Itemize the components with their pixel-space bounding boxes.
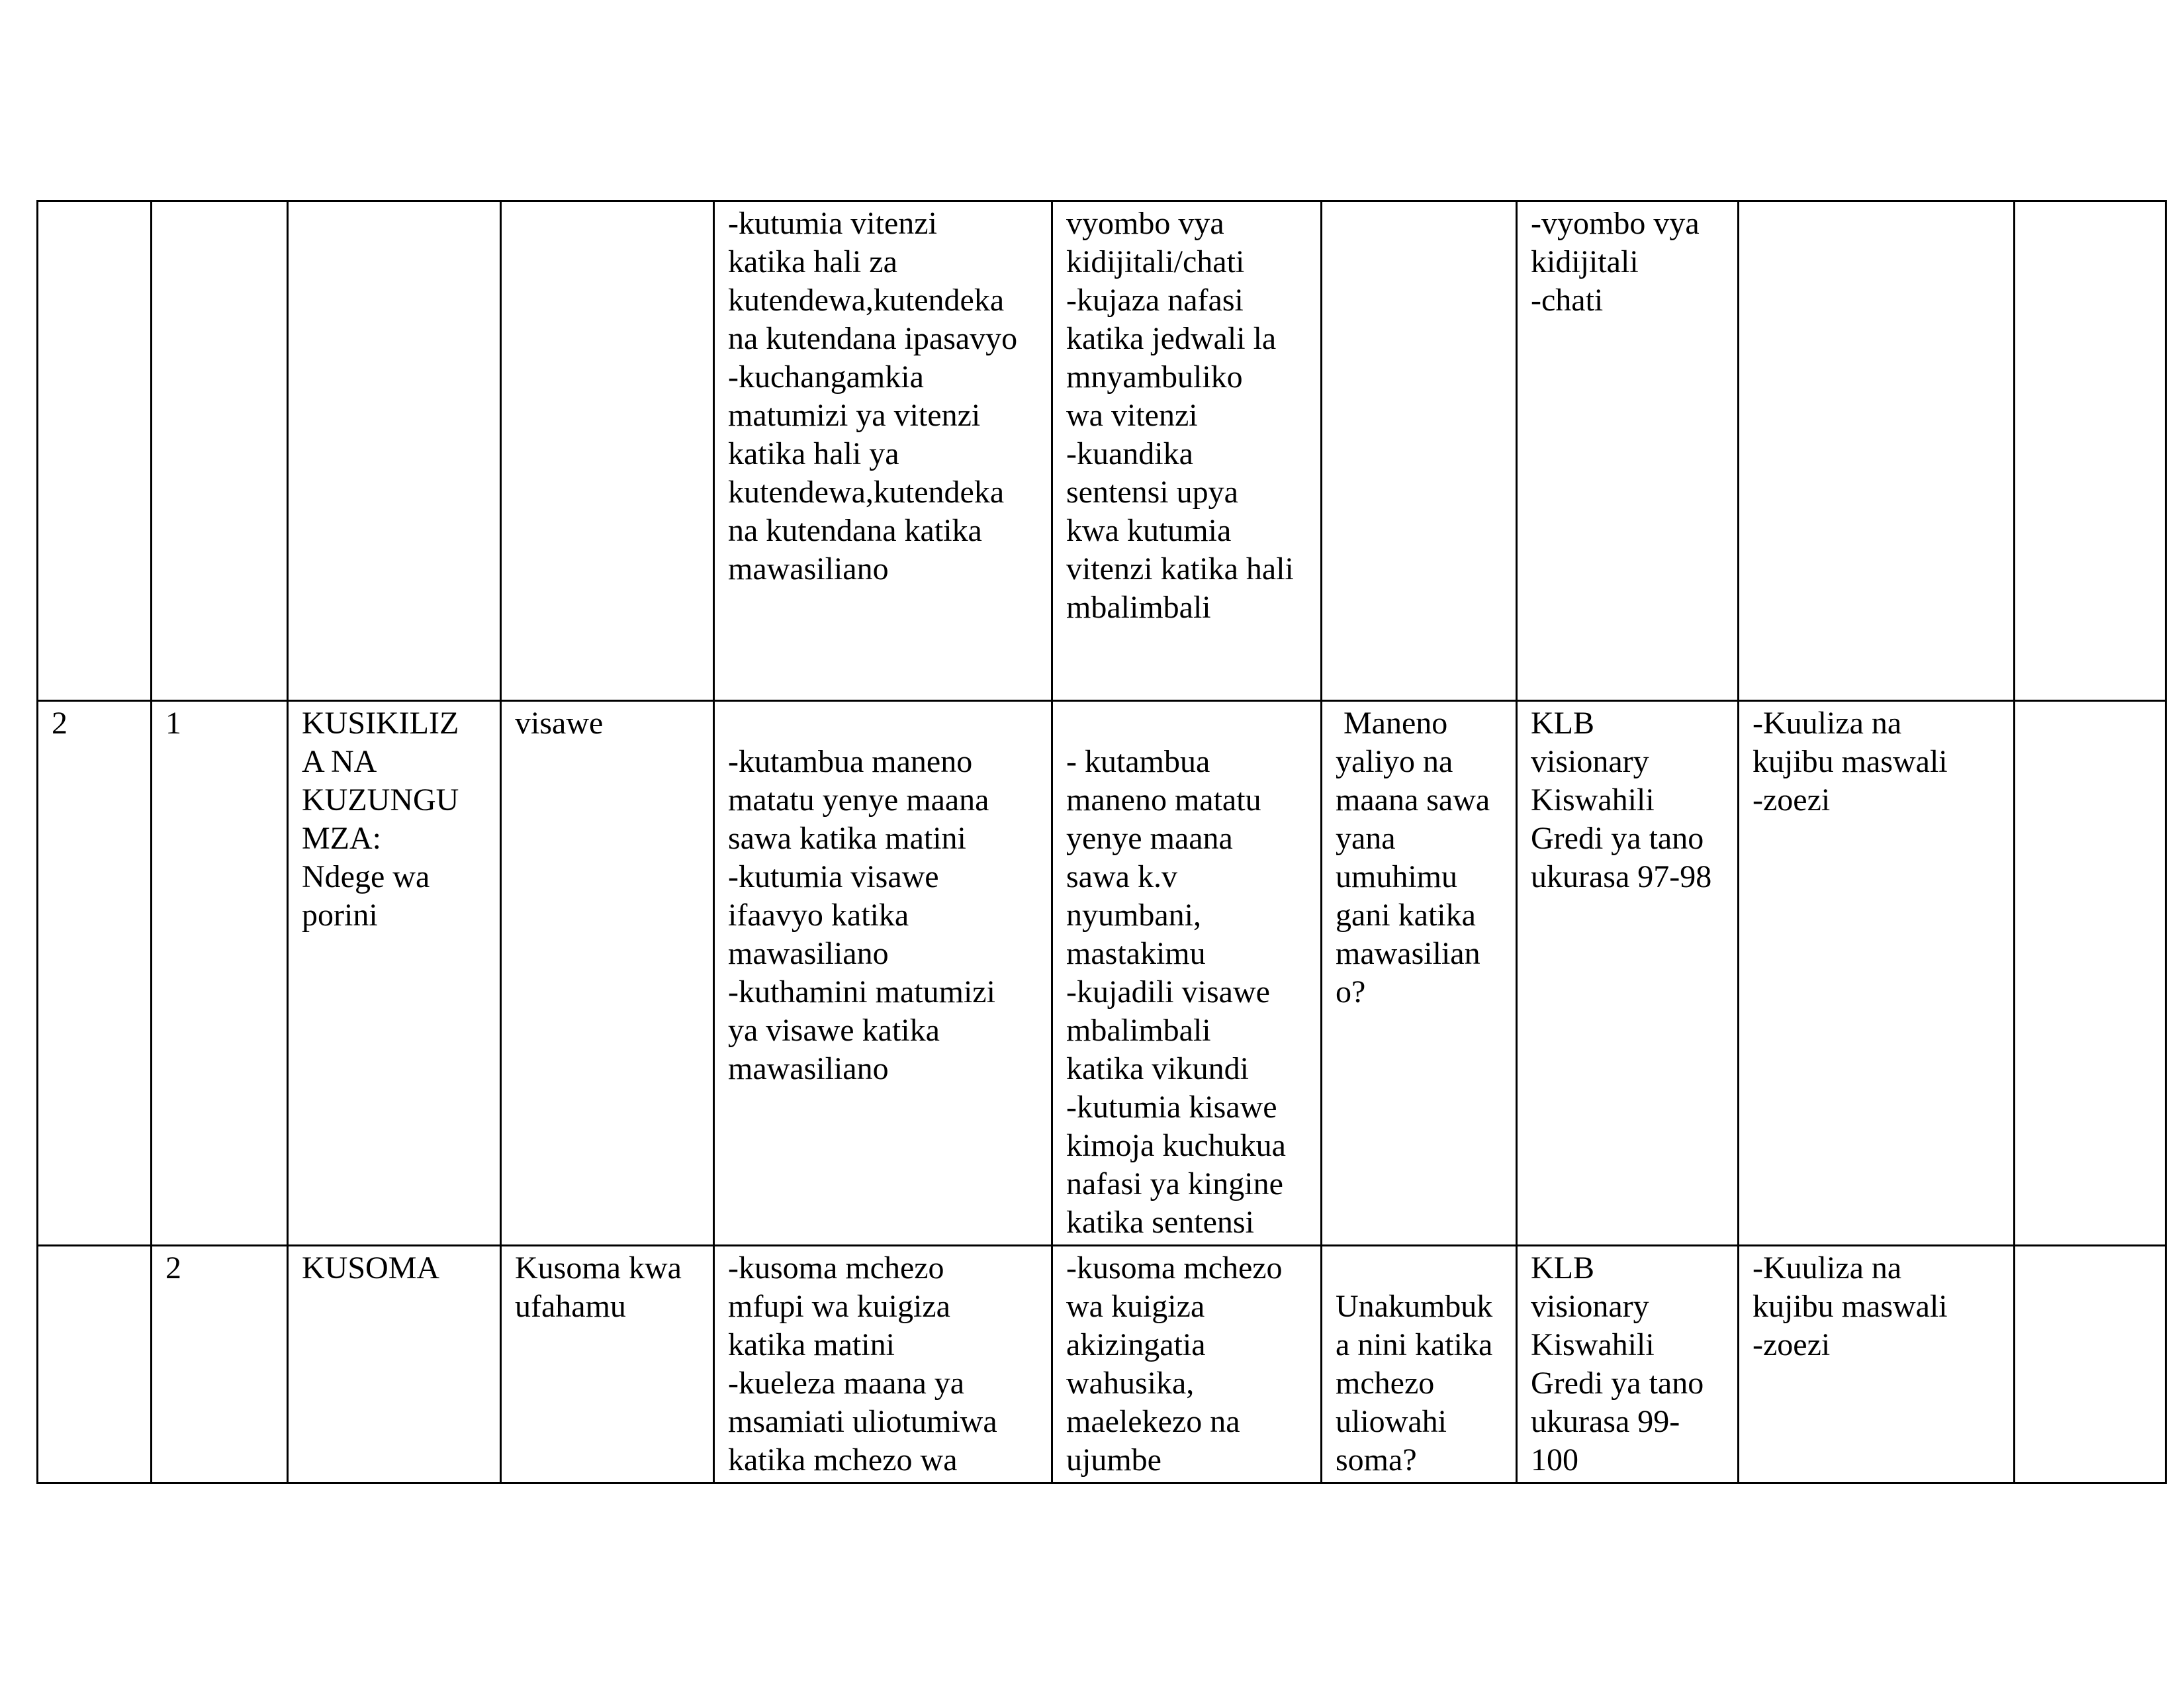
inquiry-line: umuhimu [1336, 859, 1458, 894]
assessment-cell [1739, 201, 2015, 701]
inquiry-question-cell [1322, 701, 1517, 1246]
strand-cell [288, 201, 501, 701]
assessment-cell [1739, 701, 2015, 1246]
experience-line: vyombo vya [1066, 206, 1224, 241]
inquiry-line: Maneno [1336, 706, 1448, 741]
experience-line: mbalimbali [1066, 1013, 1211, 1048]
outcome-line: mawasiliano [728, 1051, 889, 1086]
lesson-cell [152, 701, 288, 1246]
outcome-line: katika hali ya [728, 436, 899, 471]
experience-line: nyumbani, [1066, 898, 1201, 933]
inquiry-line: o? [1336, 974, 1366, 1009]
outcome-line: na kutendana katika [728, 513, 982, 548]
outcome-line: katika mchezo wa [728, 1442, 958, 1477]
experience-line: nafasi ya kingine [1066, 1166, 1283, 1201]
experience-line: -kutumia kisawe [1066, 1090, 1277, 1125]
inquiry-line: gani katika [1336, 898, 1476, 933]
experience-line: -kujaza nafasi [1066, 283, 1244, 318]
strand-cell [288, 1246, 501, 1483]
sub-strand-line: ufahamu [515, 1289, 626, 1324]
lesson-value: 2 [165, 1250, 181, 1286]
week-cell [38, 201, 152, 701]
sub-strand-cell [501, 1246, 714, 1483]
inquiry-question-cell [1322, 1246, 1517, 1483]
week-cell [38, 1246, 152, 1483]
outcome-line: katika hali za [728, 244, 897, 279]
table-row [38, 701, 2166, 1246]
strand-line: Ndege wa [302, 859, 430, 894]
outcome-line: msamiati uliotumiwa [728, 1404, 997, 1439]
assessment-line: kujibu maswali [1752, 1289, 1948, 1324]
experience-line: kwa kutumia [1066, 513, 1232, 548]
experience-line: ujumbe [1066, 1442, 1161, 1477]
assessment-line: -zoezi [1752, 782, 1831, 818]
experience-line: katika vikundi [1066, 1051, 1249, 1086]
lesson-cell [152, 1246, 288, 1483]
assessment-line: -zoezi [1752, 1327, 1831, 1362]
resource-line: ukurasa 99- [1531, 1404, 1680, 1439]
inquiry-line: soma? [1336, 1442, 1417, 1477]
assessment-cell [1739, 1246, 2015, 1483]
inquiry-line [1336, 1249, 1502, 1288]
outcome-line: -kutumia visawe [728, 859, 939, 894]
outcome-line: mfupi wa kuigiza [728, 1289, 950, 1324]
experience-line: akizingatia [1066, 1327, 1206, 1362]
outcome-line: ya visawe katika [728, 1013, 940, 1048]
experience-line: sawa k.v [1066, 859, 1177, 894]
experiences-cell [1052, 701, 1322, 1246]
remarks-cell [2015, 201, 2166, 701]
outcome-line: kutendewa,kutendeka [728, 475, 1005, 510]
resources-cell [1517, 1246, 1739, 1483]
experience-line: kidijitali/chati [1066, 244, 1245, 279]
resources-cell [1517, 201, 1739, 701]
outcome-line: ifaavyo katika [728, 898, 909, 933]
outcome-line: -kuchangamkia [728, 359, 924, 395]
experience-line: -kujadili visawe [1066, 974, 1270, 1009]
strand-cell [288, 701, 501, 1246]
experience-line: katika sentensi [1066, 1205, 1254, 1240]
table-row [38, 201, 2166, 701]
experience-line: -kuandika [1066, 436, 1193, 471]
outcome-line: -kutumia vitenzi [728, 206, 937, 241]
experience-line: maneno matatu [1066, 782, 1261, 818]
lesson-value: 1 [165, 706, 181, 741]
table-row [38, 1246, 2166, 1483]
strand-line: KUSOMA [302, 1250, 440, 1286]
week-cell [38, 701, 152, 1246]
outcome-line: kutendewa,kutendeka [728, 283, 1005, 318]
outcome-line: matumizi ya vitenzi [728, 398, 981, 433]
resource-line: 100 [1531, 1442, 1578, 1477]
experience-line: wa vitenzi [1066, 398, 1198, 433]
strand-line: KUZUNGU [302, 782, 459, 818]
outcomes-cell [714, 1246, 1052, 1483]
sub-strand-line: Kusoma kwa [515, 1250, 682, 1286]
assessment-line: kujibu maswali [1752, 744, 1948, 779]
resource-line: visionary [1531, 744, 1649, 779]
resource-line: KLB [1531, 1250, 1594, 1286]
outcome-line: katika matini [728, 1327, 895, 1362]
experience-line: wa kuigiza [1066, 1289, 1205, 1324]
inquiry-line: Unakumbuk [1336, 1289, 1493, 1324]
sub-strand-cell [501, 201, 714, 701]
experience-line: vitenzi katika hali [1066, 551, 1294, 586]
resource-line: Kiswahili [1531, 782, 1655, 818]
outcomes-cell [714, 201, 1052, 701]
inquiry-line: yaliyo na [1336, 744, 1453, 779]
experience-line: mastakimu [1066, 936, 1206, 971]
resource-line: Gredi ya tano [1531, 1366, 1704, 1401]
inquiry-line: yana [1336, 821, 1396, 856]
strand-line: porini [302, 898, 378, 933]
experience-line: - kutambua [1066, 744, 1210, 779]
resource-line: ukurasa 97-98 [1531, 859, 1712, 894]
remarks-cell [2015, 701, 2166, 1246]
experience-line: mbalimbali [1066, 590, 1211, 625]
strand-line: A NA [302, 744, 377, 779]
outcome-line: -kusoma mchezo [728, 1250, 944, 1286]
assessment-line: -Kuuliza na [1752, 706, 1902, 741]
experience-line: mnyambuliko [1066, 359, 1243, 395]
experience-line: sentensi upya [1066, 475, 1238, 510]
inquiry-line: a nini katika [1336, 1327, 1493, 1362]
inquiry-line: maana sawa [1336, 782, 1490, 818]
outcome-line: -kutambua maneno [728, 744, 973, 779]
outcome-line: matatu yenye maana [728, 782, 989, 818]
strand-line: KUSIKILIZ [302, 706, 459, 741]
inquiry-line: uliowahi [1336, 1404, 1447, 1439]
resource-line: KLB [1531, 706, 1594, 741]
outcome-line: sawa katika matini [728, 821, 966, 856]
experience-line: wahusika, [1066, 1366, 1195, 1401]
outcome-line: -kueleza maana ya [728, 1366, 965, 1401]
lesson-cell [152, 201, 288, 701]
experience-line: -kusoma mchezo [1066, 1250, 1283, 1286]
inquiry-line: mchezo [1336, 1366, 1435, 1401]
resource-line: -vyombo vya [1531, 206, 1700, 241]
week-value: 2 [52, 706, 68, 741]
outcome-line: na kutendana ipasavyo [728, 321, 1018, 356]
strand-line: MZA: [302, 821, 381, 856]
outcome-line: mawasiliano [728, 551, 889, 586]
sub-strand-cell [501, 701, 714, 1246]
outcome-line: -kuthamini matumizi [728, 974, 995, 1009]
experience-line: maelekezo na [1066, 1404, 1240, 1439]
resource-line: Gredi ya tano [1531, 821, 1704, 856]
outcomes-cell [714, 701, 1052, 1246]
resource-line: Kiswahili [1531, 1327, 1655, 1362]
outcome-line: mawasiliano [728, 936, 889, 971]
inquiry-question-cell [1322, 201, 1517, 701]
experiences-cell [1052, 201, 1322, 701]
experience-line: kimoja kuchukua [1066, 1128, 1286, 1163]
experience-line: katika jedwali la [1066, 321, 1277, 356]
resources-cell [1517, 701, 1739, 1246]
scheme-of-work-table [36, 200, 2167, 1484]
assessment-line: -Kuuliza na [1752, 1250, 1902, 1286]
resource-line: visionary [1531, 1289, 1649, 1324]
resource-line: -chati [1531, 283, 1604, 318]
resource-line: kidijitali [1531, 244, 1639, 279]
remarks-cell [2015, 1246, 2166, 1483]
inquiry-line: mawasilian [1336, 936, 1480, 971]
experiences-cell [1052, 1246, 1322, 1483]
sub-strand-line: visawe [515, 706, 604, 741]
experience-line: yenye maana [1066, 821, 1233, 856]
